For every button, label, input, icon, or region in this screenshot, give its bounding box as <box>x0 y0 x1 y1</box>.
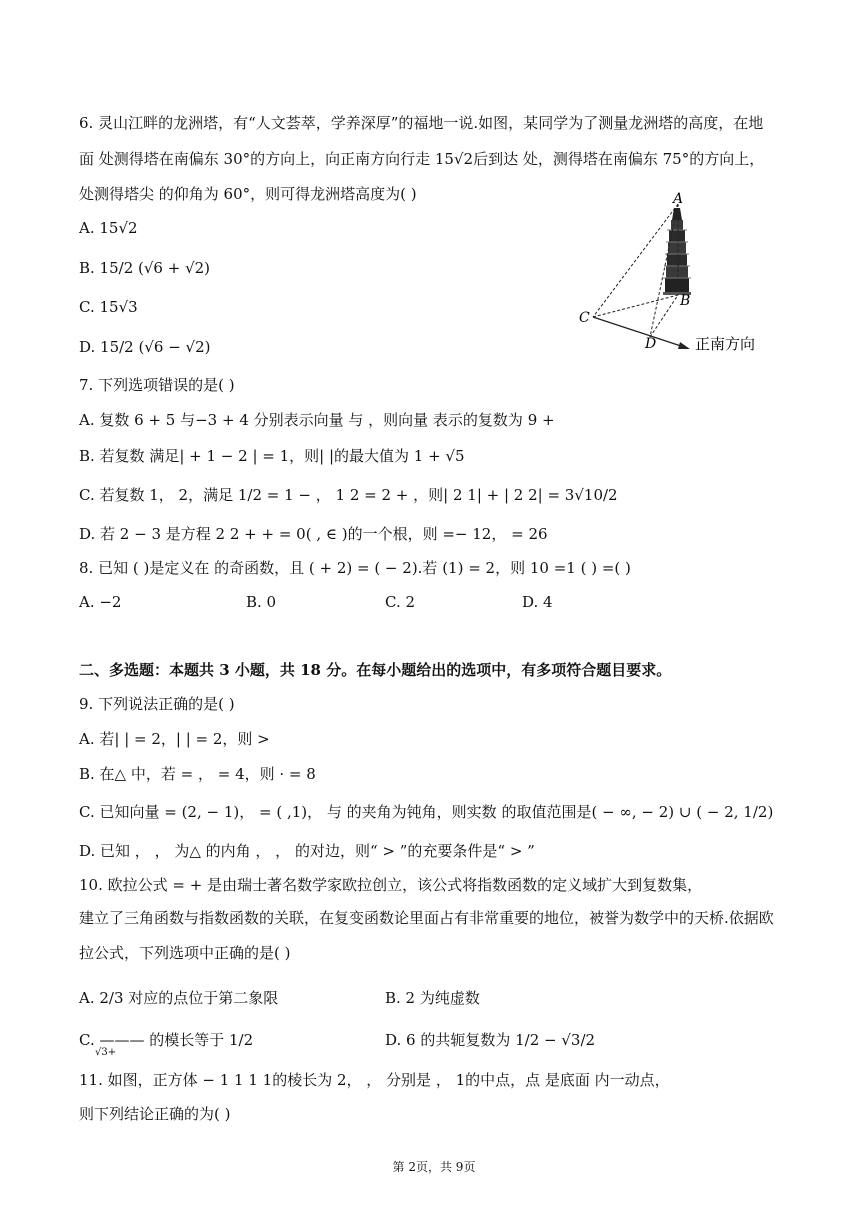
q7-stem: 7. 下列选项错误的是( ) <box>79 376 235 394</box>
page-footer: 第 2页，共 9页 <box>392 1160 476 1174</box>
q6-option-a: A. 15√2 <box>79 219 138 237</box>
q10-line-3: 拉公式，下列选项中正确的是( ) <box>79 944 291 962</box>
q10-option-a: A. 2/3 对应的点位于第二象限 <box>79 989 279 1007</box>
q8-stem: 8. 已知 ( )是定义在 的奇函数，且 ( + 2) = ( − 2).若 (1) = 2，则 10 =1 ( ) =( ) <box>79 559 631 577</box>
q9-option-a: A. 若| | = 2，| | = 2，则 > <box>79 730 270 748</box>
q6-option-d: D. 15/2 (√6 − √2) <box>79 338 211 356</box>
section-title: 二、多选题：本题共 3 小题，共 18 分。在每小题给出的选项中，有多项符合题目要求。 <box>79 661 672 679</box>
q9-option-d: D. 已知 ， ， 为△ 的内角 ， ， 的对边，则“ > ”的充要条件是“ > ” <box>79 842 535 860</box>
q11-line-2: 则下列结论正确的为( ) <box>79 1105 231 1123</box>
q9-option-c: C. 已知向量 = (2, − 1)， = ( ,1)， 与 的夹角为钝角，则实数 的取值范围是( − ∞, − 2) ∪ ( − 2, 1/2) <box>79 803 774 821</box>
q6-line-3: 处测得塔尖 的仰角为 60°，则可得龙洲塔高度为( ) <box>79 185 417 203</box>
q6-line-2: 面 处测得塔在南偏东 30°的方向上，向正南方向行走 15√2后到达 处，测得塔在南偏东 75°的方向上， <box>79 150 765 168</box>
q11-line-1: 11. 如图，正方体 − 1 1 1 1的棱长为 2， ， 分别是 ， 1的中点，点 是底面 内一动点， <box>79 1071 670 1089</box>
q6-option-c: C. 15√3 <box>79 298 138 316</box>
label-c: C <box>579 310 590 326</box>
q10-option-c-denominator: √3+ <box>95 1047 117 1058</box>
q7-option-a: A. 复数 6 + 5 与−3 + 4 分别表示向量 与 ，则向量 表示的复数为 9 + <box>79 411 555 429</box>
q9-option-b: B. 在△ 中，若 = ， = 4，则 · = 8 <box>79 765 316 783</box>
direction-label: 正南方向 <box>695 335 756 353</box>
q6-line-1: 6. 灵山江畔的龙洲塔，有“人文荟萃，学养深厚”的福地一说.如图，某同学为了测量龙洲塔的高度，在地 <box>79 114 764 132</box>
label-a: A <box>673 191 684 207</box>
q9-stem: 9. 下列说法正确的是( ) <box>79 695 235 713</box>
label-d: D <box>645 336 657 352</box>
q10-line-2: 建立了三角函数与指数函数的关联，在复变函数论里面占有非常重要的地位，被誉为数学中的天桥.依据欧 <box>79 909 774 927</box>
q6-option-b: B. 15/2 (√6 + √2) <box>79 259 211 277</box>
q7-option-d: D. 若 2 − 3 是方程 2 2 + + = 0( , ∈ )的一个根，则 =− 12， = 26 <box>79 525 548 543</box>
q8-option-b: B. 0 <box>246 593 277 611</box>
label-b: B <box>680 293 691 309</box>
q7-option-c: C. 若复数 1， 2，满足 1/2 = 1 − ， 1 2 = 2 + ，则| 2 1| + | 2 2| = 3√10/2 <box>79 486 618 504</box>
q10-option-d: D. 6 的共轭复数为 1/2 − √3/2 <box>385 1031 596 1049</box>
q7-option-b: B. 若复数 满足| + 1 − 2 | = 1，则| |的最大值为 1 + √5 <box>79 447 465 465</box>
pagoda-illustration <box>663 208 691 295</box>
q10-option-c: C. ——— 的模长等于 1/2 <box>79 1031 254 1049</box>
q8-option-c: C. 2 <box>385 593 416 611</box>
q8-option-d: D. 4 <box>522 593 553 611</box>
q10-option-b: B. 2 为纯虚数 <box>385 989 480 1007</box>
q8-option-a: A. −2 <box>79 593 122 611</box>
q10-line-1: 10. 欧拉公式 = + 是由瑞士著名数学家欧拉创立，该公式将指数函数的定义域扩大到复数集， <box>79 876 703 894</box>
pagoda-figure <box>570 190 780 360</box>
